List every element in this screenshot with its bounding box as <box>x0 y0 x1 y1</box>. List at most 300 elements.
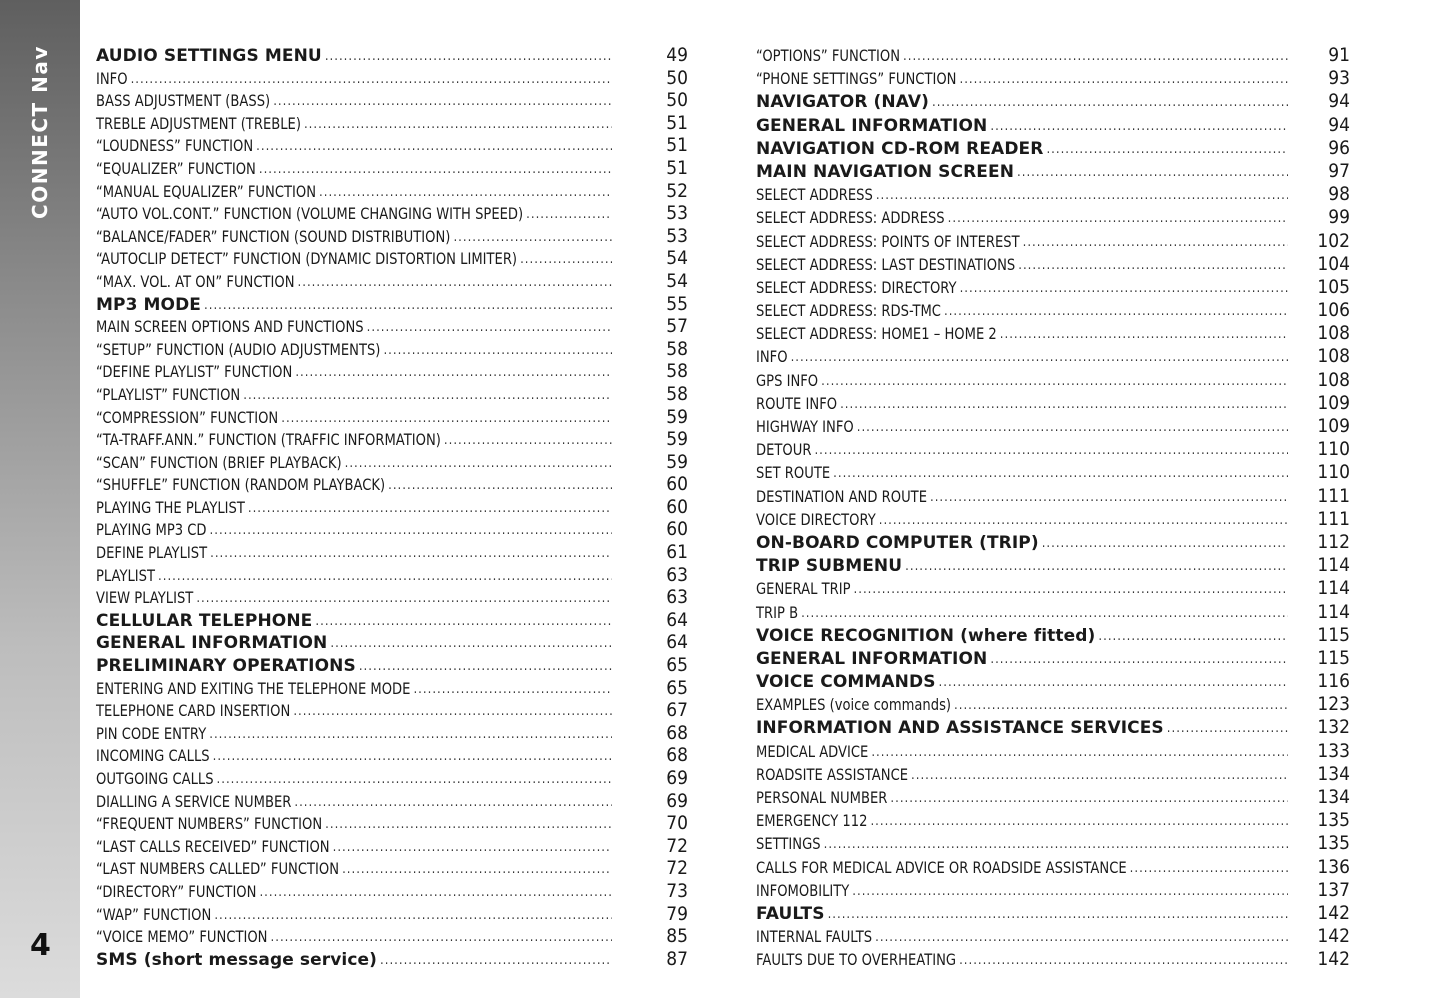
toc-entry-label: “MANUAL EQUALIZER” FUNCTION <box>96 181 317 201</box>
dot-leader <box>413 679 612 702</box>
toc-entry <box>96 541 688 564</box>
toc-entry-label: DESTINATION AND ROUTE <box>756 486 927 506</box>
dot-leader <box>903 45 1288 68</box>
dot-leader <box>158 566 612 589</box>
toc-entry-label: GENERAL INFORMATION <box>756 115 988 136</box>
toc-entry <box>756 345 1350 368</box>
toc-entry-label: “DIRECTORY” FUNCTION <box>96 881 257 901</box>
toc-entry-label: “OPTIONS” FUNCTION <box>756 46 901 65</box>
toc-entry-label: INCOMING CALLS <box>96 746 210 766</box>
toc-entry-page: 61 <box>666 541 688 564</box>
dot-leader <box>444 430 612 453</box>
toc-entry-label: SET ROUTE <box>756 463 831 483</box>
toc-entry-label: GPS INFO <box>756 370 819 390</box>
toc-entry-page: 53 <box>666 202 688 225</box>
toc-entry <box>756 832 1350 855</box>
toc-entry <box>96 744 688 767</box>
dot-leader <box>1042 532 1288 555</box>
toc-entry-page: 108 <box>1317 322 1350 345</box>
toc-entry-label: INFORMATION AND ASSISTANCE SERVICES <box>756 718 1164 739</box>
dot-leader <box>383 340 612 363</box>
toc-entry-page: 98 <box>1328 183 1350 206</box>
dot-leader <box>204 295 612 318</box>
toc-entry-page: 132 <box>1317 716 1350 739</box>
toc-entry <box>96 903 688 926</box>
toc-entry-page: 105 <box>1317 275 1350 298</box>
toc-entry-page: 69 <box>666 767 688 789</box>
dot-leader <box>954 694 1288 717</box>
toc-entry-label: NAVIGATOR (NAV) <box>756 92 929 113</box>
toc-entry <box>756 716 1350 739</box>
toc-entry-page: 72 <box>666 834 688 857</box>
dot-leader <box>1000 323 1288 346</box>
toc-entry <box>756 531 1350 554</box>
toc-entry-label: PLAYLIST <box>96 565 156 585</box>
toc-entry <box>96 383 688 406</box>
toc-entry-page: 73 <box>666 879 688 902</box>
toc-entry-page: 72 <box>666 857 688 880</box>
toc-entry-page: 54 <box>666 269 688 292</box>
toc-entry-label: “BALANCE/FADER” FUNCTION (SOUND DISTRIBUTION) <box>96 226 451 246</box>
toc-entry-label: DIALLING A SERVICE NUMBER <box>96 791 292 811</box>
toc-entry-page: 52 <box>666 179 688 202</box>
toc-entry-label: “PLAYLIST” FUNCTION <box>96 384 241 404</box>
toc-entry-page: 102 <box>1317 229 1350 252</box>
toc-entry <box>96 315 688 338</box>
toc-entry <box>96 112 688 135</box>
dot-leader <box>932 91 1288 114</box>
dot-leader <box>304 114 612 137</box>
toc-entry-label: MAIN NAVIGATION SCREEN <box>756 161 1015 182</box>
dot-leader <box>1046 138 1288 161</box>
dot-leader <box>821 370 1288 393</box>
dot-leader <box>833 462 1288 485</box>
dot-leader <box>911 764 1288 787</box>
dot-leader <box>294 792 612 815</box>
toc-entry-label: INFO <box>756 347 788 367</box>
toc-entry-page: 96 <box>1328 136 1350 159</box>
toc-entry <box>756 856 1350 879</box>
toc-entry-page: 59 <box>666 405 688 428</box>
toc-entry <box>96 157 688 180</box>
toc-entry-label: “DEFINE PLAYLIST” FUNCTION <box>96 362 293 382</box>
toc-left-column <box>96 44 688 970</box>
toc-entry-page: 49 <box>666 44 688 66</box>
toc-entry <box>96 948 688 971</box>
toc-entry <box>96 518 688 541</box>
toc-entry-label: “MAX. VOL. AT ON” FUNCTION <box>96 271 295 291</box>
toc-entry-label: OUTGOING CALLS <box>96 769 214 788</box>
toc-entry-label: TRIP B <box>756 602 799 622</box>
toc-entry-page: 91 <box>1328 44 1350 66</box>
toc-entry-page: 110 <box>1317 438 1350 461</box>
dot-leader <box>243 385 612 408</box>
toc-entry-page: 142 <box>1317 948 1350 971</box>
toc-entry-page: 51 <box>666 134 688 157</box>
dot-leader <box>333 837 612 860</box>
dot-leader <box>453 227 612 250</box>
toc-entry-label: “WAP” FUNCTION <box>96 904 212 924</box>
dot-leader <box>259 159 612 182</box>
dot-leader <box>824 833 1288 856</box>
dot-leader <box>281 408 612 431</box>
toc-entry-label: “LOUDNESS” FUNCTION <box>96 136 254 156</box>
toc-entry-label: DEFINE PLAYLIST <box>96 543 208 563</box>
dot-leader <box>330 633 612 656</box>
toc-entry <box>96 428 688 451</box>
toc-entry-page: 108 <box>1317 368 1350 391</box>
toc-entry-label: PERSONAL NUMBER <box>756 788 888 807</box>
dot-leader <box>293 701 612 724</box>
toc-entry <box>96 134 688 157</box>
toc-entry-page: 69 <box>666 789 688 812</box>
toc-right-column <box>756 44 1350 972</box>
dot-leader <box>1017 161 1288 184</box>
toc-entry-page: 108 <box>1317 345 1350 368</box>
dot-leader <box>879 509 1288 532</box>
toc-entry <box>756 183 1350 206</box>
toc-entry-label: VOICE COMMANDS <box>756 672 936 693</box>
toc-entry-label: MP3 MODE <box>96 294 202 315</box>
toc-entry <box>756 647 1350 670</box>
toc-entry-label: GENERAL TRIP <box>756 579 851 599</box>
toc-entry-label: SETTINGS <box>756 834 821 854</box>
dot-leader <box>939 671 1288 694</box>
toc-entry-label: “TA-TRAFF.ANN.” FUNCTION (TRAFFIC INFORMATION) <box>96 430 441 450</box>
toc-entry-page: 68 <box>666 721 688 744</box>
dot-leader <box>214 905 612 928</box>
toc-entry-page: 97 <box>1328 159 1350 182</box>
toc-entry <box>756 206 1350 229</box>
toc-entry-page: 64 <box>666 608 688 631</box>
toc-entry-label: VOICE RECOGNITION (where fitted) <box>756 625 1096 646</box>
toc-entry-page: 58 <box>666 360 688 383</box>
toc-entry-label: SELECT ADDRESS: RDS-TMC <box>756 301 941 321</box>
toc-entry <box>756 415 1350 438</box>
toc-entry <box>96 89 688 112</box>
toc-entry-page: 57 <box>666 315 688 338</box>
toc-entry <box>756 670 1350 693</box>
dot-leader <box>944 300 1288 323</box>
toc-entry-page: 114 <box>1317 600 1350 623</box>
toc-entry-page: 65 <box>666 676 688 699</box>
toc-entry <box>756 508 1350 531</box>
toc-entry-page: 54 <box>666 247 688 270</box>
toc-entry-label: MEDICAL ADVICE <box>756 741 869 761</box>
dot-leader <box>325 46 612 69</box>
toc-entry-page: 60 <box>666 518 688 541</box>
dot-leader <box>295 362 612 385</box>
toc-entry <box>96 631 688 654</box>
toc-entry <box>756 577 1350 600</box>
dot-leader <box>210 543 612 566</box>
toc-entry <box>756 485 1350 508</box>
dot-leader <box>960 68 1289 91</box>
toc-entry-label: ON-BOARD COMPUTER (TRIP) <box>756 532 1039 553</box>
dot-leader <box>870 810 1288 833</box>
toc-entry-page: 63 <box>666 586 688 609</box>
toc-entry-label: TREBLE ADJUSTMENT (TREBLE) <box>96 113 301 133</box>
toc-entry-label: ENTERING AND EXITING THE TELEPHONE MODE <box>96 678 411 698</box>
dot-leader <box>273 91 612 114</box>
toc-entry <box>96 293 688 316</box>
dot-leader <box>342 859 612 882</box>
toc-entry-page: 114 <box>1317 577 1350 600</box>
dot-leader <box>1167 717 1288 740</box>
toc-entry-label: PIN CODE ENTRY <box>96 723 207 743</box>
toc-entry-page: 68 <box>666 744 688 767</box>
toc-entry <box>756 90 1350 113</box>
dot-leader <box>367 317 612 340</box>
toc-entry <box>756 902 1350 925</box>
toc-entry <box>756 230 1350 253</box>
toc-entry-page: 70 <box>666 812 688 835</box>
toc-entry <box>756 809 1350 832</box>
toc-entry-label: “VOICE MEMO” FUNCTION <box>96 927 268 947</box>
dot-leader <box>801 602 1288 625</box>
dot-leader <box>526 204 612 227</box>
dot-leader <box>359 656 612 679</box>
toc-entry <box>96 857 688 880</box>
toc-entry-label: “LAST NUMBERS CALLED” FUNCTION <box>96 859 340 879</box>
toc-entry-label: “LAST CALLS RECEIVED” FUNCTION <box>96 836 330 856</box>
toc-entry <box>96 586 688 609</box>
dot-leader <box>210 520 612 543</box>
toc-entry <box>756 67 1350 90</box>
toc-entry <box>96 44 688 67</box>
toc-entry-page: 51 <box>666 111 688 134</box>
dot-leader <box>520 249 612 272</box>
toc-entry-page: 59 <box>666 428 688 451</box>
toc-entry <box>96 564 688 587</box>
toc-entry-page: 142 <box>1317 901 1350 924</box>
toc-entry-label: CELLULAR TELEPHONE <box>96 610 313 631</box>
dot-leader <box>876 184 1288 207</box>
dot-leader <box>248 498 612 521</box>
toc-entry-label: SMS (short message service) <box>96 949 378 970</box>
toc-entry <box>756 114 1350 137</box>
toc-entry <box>756 44 1350 67</box>
dot-leader <box>990 648 1288 671</box>
toc-entry <box>96 360 688 383</box>
toc-entry-label: SELECT ADDRESS: DIRECTORY <box>756 277 957 297</box>
toc-entry-page: 51 <box>666 156 688 179</box>
page-number: 4 <box>30 928 51 963</box>
toc-entry-page: 109 <box>1317 415 1350 437</box>
dot-leader <box>948 207 1288 230</box>
dot-leader <box>380 950 612 973</box>
toc-entry <box>96 338 688 361</box>
toc-entry <box>96 767 688 790</box>
toc-entry-page: 142 <box>1317 925 1350 948</box>
toc-entry-page: 137 <box>1317 878 1350 901</box>
toc-entry-label: ROADSITE ASSISTANCE <box>756 764 909 784</box>
dot-leader <box>1018 254 1288 277</box>
toc-entry-label: PLAYING THE PLAYLIST <box>96 497 245 517</box>
dot-leader <box>840 393 1288 416</box>
toc-entry-page: 58 <box>666 382 688 405</box>
toc-entry <box>756 624 1350 647</box>
dot-leader <box>828 903 1288 926</box>
toc-entry-page: 93 <box>1328 67 1350 90</box>
dot-leader <box>875 926 1288 949</box>
toc-entry <box>96 722 688 745</box>
toc-entry-label: “FREQUENT NUMBERS” FUNCTION <box>96 814 323 834</box>
toc-entry <box>96 835 688 858</box>
toc-entry-label: AUDIO SETTINGS MENU <box>96 46 322 66</box>
toc-entry-label: INTERNAL FAULTS <box>756 927 873 947</box>
toc-entry <box>96 654 688 677</box>
toc-entry <box>96 609 688 632</box>
toc-entry <box>756 740 1350 763</box>
toc-entry-page: 64 <box>666 631 688 654</box>
toc-entry <box>96 247 688 270</box>
toc-entry <box>756 160 1350 183</box>
toc-entry <box>756 763 1350 786</box>
toc-entry-label: “SHUFFLE” FUNCTION (RANDOM PLAYBACK) <box>96 475 386 495</box>
dot-leader <box>960 277 1288 300</box>
toc-entry <box>756 693 1350 716</box>
toc-entry-page: 50 <box>666 66 688 89</box>
dot-leader <box>256 136 612 159</box>
toc-entry-label: “SETUP” FUNCTION (AUDIO ADJUSTMENTS) <box>96 339 381 359</box>
toc-entry-page: 63 <box>666 563 688 586</box>
dot-leader <box>131 69 612 92</box>
toc-entry-page: 115 <box>1317 646 1350 669</box>
toc-entry <box>756 299 1350 322</box>
toc-entry-label: BASS ADJUSTMENT (BASS) <box>96 91 271 111</box>
dot-leader <box>196 588 612 611</box>
dot-leader <box>298 272 612 295</box>
toc-entry-label: “AUTOCLIP DETECT” FUNCTION (DYNAMIC DISTORTION LIMITER) <box>96 249 518 269</box>
dot-leader <box>1098 625 1288 648</box>
toc-entry <box>96 812 688 835</box>
toc-entry-label: EXAMPLES (voice commands) <box>756 695 952 715</box>
toc-entry-label: “EQUALIZER” FUNCTION <box>96 158 256 178</box>
toc-entry-label: FAULTS DUE TO OVERHEATING <box>756 950 957 970</box>
toc-entry-label: VOICE DIRECTORY <box>756 509 876 529</box>
dot-leader <box>1023 231 1288 254</box>
toc-entry-page: 58 <box>666 337 688 360</box>
toc-entry-label: SELECT ADDRESS: ADDRESS <box>756 208 945 228</box>
toc-entry-label: SELECT ADDRESS <box>756 185 873 205</box>
dot-leader <box>791 346 1288 369</box>
toc-entry-label: PRELIMINARY OPERATIONS <box>96 656 356 677</box>
toc-entry-label: “COMPRESSION” FUNCTION <box>96 407 279 427</box>
toc-entry-page: 59 <box>666 450 688 473</box>
dot-leader <box>890 787 1288 810</box>
dot-leader <box>905 555 1288 578</box>
toc-entry-page: 135 <box>1317 832 1350 855</box>
toc-entry <box>756 438 1350 461</box>
dot-leader <box>854 578 1288 601</box>
dot-leader <box>990 115 1288 138</box>
toc-entry <box>96 67 688 90</box>
toc-entry-label: GENERAL INFORMATION <box>756 648 988 669</box>
toc-entry-label: “AUTO VOL.CONT.” FUNCTION (VOLUME CHANGING WITH SPEED) <box>96 204 524 224</box>
toc-entry-label: FAULTS <box>756 903 825 924</box>
toc-entry <box>96 496 688 519</box>
toc-entry-page: 87 <box>666 947 688 970</box>
toc-entry-label: TRIP SUBMENU <box>756 556 903 577</box>
toc-entry-label: “SCAN” FUNCTION (BRIEF PLAYBACK) <box>96 452 342 472</box>
toc-entry-label: NAVIGATION CD-ROM READER <box>756 138 1044 159</box>
toc-entry <box>96 202 688 225</box>
dot-leader <box>271 927 612 950</box>
dot-leader <box>959 949 1288 972</box>
toc-entry-page: 67 <box>666 699 688 722</box>
toc-entry-label: PLAYING MP3 CD <box>96 520 207 540</box>
toc-entry <box>96 677 688 700</box>
toc-entry <box>756 392 1350 415</box>
toc-entry-page: 65 <box>666 654 688 677</box>
toc-entry <box>96 270 688 293</box>
toc-entry-page: 116 <box>1317 670 1350 693</box>
toc-entry-label: GENERAL INFORMATION <box>96 633 328 654</box>
toc-entry-label: “PHONE SETTINGS” FUNCTION <box>756 69 957 89</box>
dot-leader <box>814 439 1288 462</box>
dot-leader <box>345 453 612 476</box>
toc-entry <box>96 473 688 496</box>
toc-entry-page: 53 <box>666 224 688 247</box>
toc-entry-label: SELECT ADDRESS: POINTS OF INTEREST <box>756 231 1020 251</box>
toc-entry <box>96 699 688 722</box>
toc-entry-page: 123 <box>1317 693 1350 716</box>
dot-leader <box>857 416 1288 439</box>
dot-leader <box>852 880 1288 903</box>
toc-entry <box>756 253 1350 276</box>
toc-entry-page: 133 <box>1317 739 1350 762</box>
toc-entry-page: 94 <box>1328 90 1350 113</box>
toc-entry-page: 110 <box>1317 461 1350 484</box>
toc-entry <box>96 225 688 248</box>
toc-entry-page: 55 <box>666 292 688 315</box>
dot-leader <box>209 724 612 747</box>
toc-entry <box>96 406 688 429</box>
toc-entry <box>756 461 1350 484</box>
toc-entry-page: 104 <box>1317 252 1350 275</box>
toc-entry-label: DETOUR <box>756 440 812 460</box>
toc-entry <box>96 790 688 813</box>
dot-leader <box>315 611 612 634</box>
toc-entry <box>756 601 1350 624</box>
toc-entry-label: CALLS FOR MEDICAL ADVICE OR ROADSIDE ASSISTANCE <box>756 857 1127 877</box>
dot-leader <box>325 814 612 837</box>
toc-entry-label: TELEPHONE CARD INSERTION <box>96 701 291 721</box>
dot-leader <box>259 882 612 905</box>
toc-entry <box>756 554 1350 577</box>
toc-entry-label: EMERGENCY 112 <box>756 811 868 831</box>
toc-entry-page: 112 <box>1317 530 1350 553</box>
toc-entry <box>756 322 1350 345</box>
toc-entry <box>756 137 1350 160</box>
toc-entry <box>96 925 688 948</box>
dot-leader <box>319 182 612 205</box>
dot-leader <box>213 746 612 769</box>
toc-entry-label: MAIN SCREEN OPTIONS AND FUNCTIONS <box>96 317 364 337</box>
toc-entry-page: 94 <box>1328 113 1350 136</box>
toc-entry-page: 115 <box>1317 623 1350 646</box>
toc-entry <box>756 369 1350 392</box>
toc-entry-page: 106 <box>1317 299 1350 322</box>
toc-entry <box>96 180 688 203</box>
toc-entry-label: SELECT ADDRESS: HOME1 – HOME 2 <box>756 324 997 344</box>
toc-entry-page: 60 <box>666 495 688 518</box>
toc-entry <box>96 880 688 903</box>
toc-entry-page: 79 <box>666 902 688 925</box>
toc-entry-page: 111 <box>1317 507 1350 530</box>
section-title: CONNECT Nav <box>28 45 52 219</box>
